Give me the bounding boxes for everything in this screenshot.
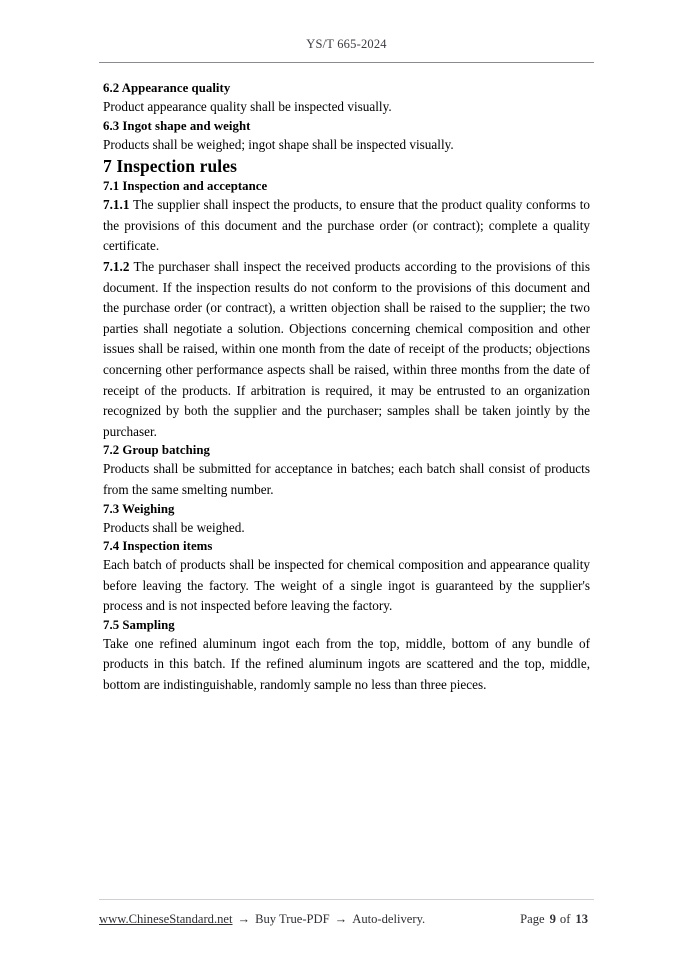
- header-divider: [99, 62, 594, 63]
- paragraph-7-4: Each batch of products shall be inspected for chemical composition and appearance quality before leaving the factory. The weight of a single ingot is guaranteed by the supplier's process and is not inspected before leaving the factory.: [103, 557, 590, 614]
- page-footer: [99, 899, 594, 928]
- arrow-right-icon: →: [237, 912, 251, 926]
- footer-promo-delivery-label: Auto-delivery.: [352, 912, 426, 926]
- paragraph-7-2: Products shall be submitted for acceptance in batches; each batch shall consist of products from the same smelting number.: [103, 461, 590, 497]
- paragraph-7-1-2: [103, 257, 590, 442]
- heading-6-2: 6.2 Appearance quality: [103, 81, 231, 95]
- heading-7-4: 7.4 Inspection items: [103, 539, 213, 554]
- footer-row: [99, 911, 594, 928]
- paragraph-6-3: Products shall be weighed; ingot shape shall be inspected visually.: [103, 136, 454, 152]
- heading-clause-7: 7 Inspection rules: [103, 156, 238, 177]
- total-page-number: 13: [575, 912, 588, 926]
- current-page-number: 9: [549, 912, 556, 926]
- heading-7-3: 7.3 Weighing: [103, 501, 175, 516]
- clause-number-7-1-1: 7.1.1: [103, 197, 130, 213]
- heading-7-1: 7.1 Inspection and acceptance: [103, 179, 268, 194]
- paragraph-6-2: Product appearance quality shall be inspected visually.: [103, 99, 392, 114]
- header-standard-number: YS/T 665-2024: [306, 37, 387, 51]
- heading-7-2: 7.2 Group batching: [103, 443, 210, 458]
- footer-promo: [99, 911, 425, 928]
- page-header: [99, 36, 594, 63]
- footer-website-link[interactable]: www.ChineseStandard.net: [99, 912, 233, 926]
- page-number-indicator: [520, 911, 594, 928]
- heading-6-3: 6.3 Ingot shape and weight: [103, 118, 251, 133]
- footer-divider: [99, 899, 594, 900]
- document-body: [103, 80, 590, 696]
- footer-promo-buy-label: Buy True-PDF: [255, 912, 330, 926]
- heading-7-5: 7.5 Sampling: [103, 617, 175, 632]
- clause-text-7-1-2: The purchaser shall inspect the received products according to the provisions of this document. If the inspection results do not conform to the provisions of this document and the purchase order (or contract), a written objection shall be raised to the supplier; the two parties shall negotiate a solution. Objections concerning chemical composition and other issues shall be raised, within one month from the date of receipt of the products; objections concerning other performance aspects shall be raised, within three months from the date of receipt of the products. If arbitration is required, it may be entrusted to an organization recognized by both the supplier and the purchaser; samples shall be taken jointly by the purchaser.: [103, 258, 590, 439]
- clause-text-7-1-1: The supplier shall inspect the products, to ensure that the product quality conforms to the provisions of this document and the purchase order (or contract); complete a quality certificate.: [103, 197, 590, 254]
- page-label: Page: [520, 912, 545, 926]
- of-label: of: [559, 912, 571, 926]
- paragraph-7-3: Products shall be weighed.: [103, 519, 245, 535]
- paragraph-7-1-1: [103, 195, 590, 257]
- arrow-right-icon-2: →: [334, 912, 348, 926]
- clause-number-7-1-2: 7.1.2: [103, 258, 130, 274]
- paragraph-7-5: Take one refined aluminum ingot each from the top, middle, bottom of any bundle of products in this batch. If the refined aluminum ingots are scattered and the top, middle, bottom are indistinguishable, randomly sample no less than three pieces.: [103, 635, 590, 693]
